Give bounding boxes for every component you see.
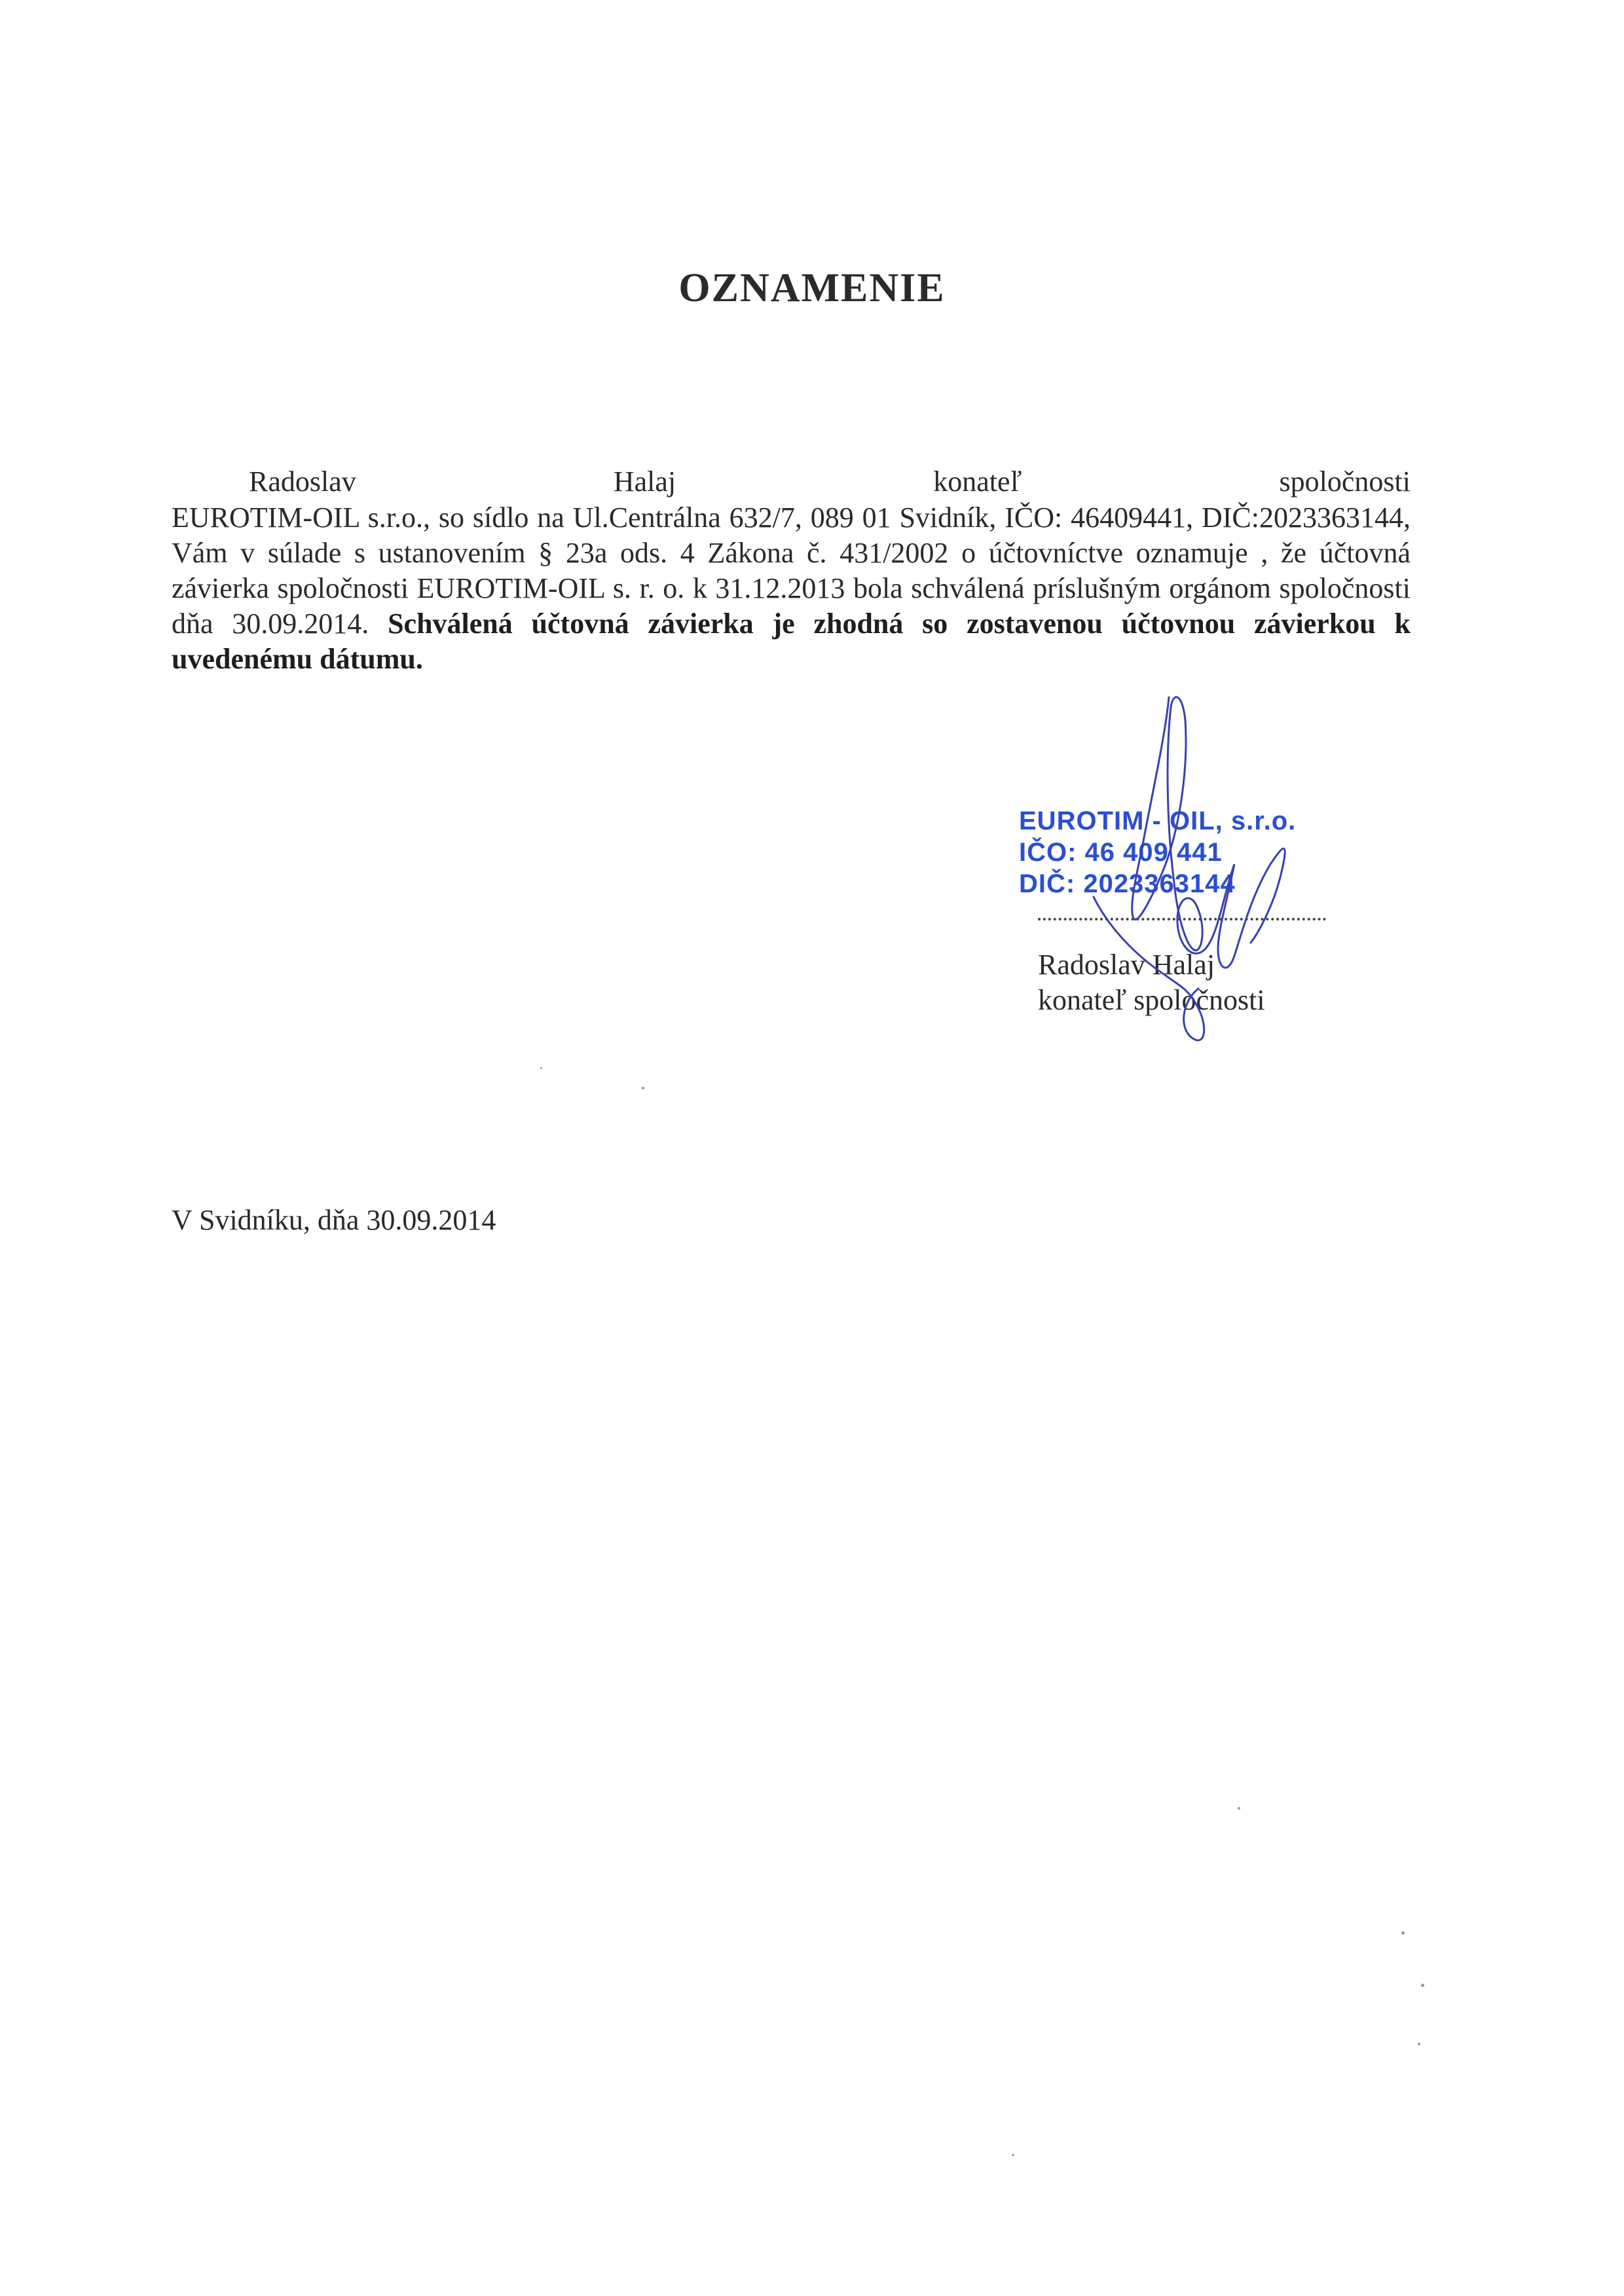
- intro-word-first-name: Radoslav: [249, 465, 356, 498]
- signatory-name: Radoslav Halaj: [1038, 949, 1215, 981]
- body-text: EUROTIM-OIL s.r.o., so sídlo na Ul.Centrálna 632/7, 089 01 Svidník, IČO: 46409441, DIČ:2023363144, Vám v súlade s ustanovením § 23a ods. 4 Zákona č. 431/2002 o účtovníctve oznamuje , že účtovná závierka spoločnosti EUROTIM-OIL s. r. o. k 31.12.2013 bola schválená príslušným orgánom spoločnosti dňa 30.09.2014.: [172, 501, 1411, 640]
- scan-speck: [1421, 1984, 1424, 1987]
- stamp-company-name: EUROTIM - OIL, s.r.o.: [1019, 807, 1297, 835]
- body-paragraph: [172, 500, 1411, 677]
- document-title: OZNAMENIE: [678, 266, 946, 310]
- body-bold-text: Schválená účtovná závierka je zhodná so zostavenou účtovnou závierkou k uvedenému dátumu.: [172, 608, 1411, 675]
- stamp-dic: DIČ: 2023363144: [1019, 869, 1236, 898]
- scan-speck: [1238, 1807, 1240, 1810]
- intro-word-surname: Halaj: [613, 465, 676, 498]
- scan-speck: [1401, 1931, 1405, 1935]
- place-and-date: V Svidníku, dňa 30.09.2014: [172, 1204, 496, 1236]
- intro-line: [172, 465, 1411, 498]
- scan-speck: [540, 1067, 542, 1069]
- intro-word-role: konateľ: [933, 465, 1022, 498]
- handwritten-signature: [1002, 681, 1369, 1048]
- intro-word-company: spoločnosti: [1279, 465, 1411, 498]
- scan-speck: [1012, 2154, 1014, 2156]
- scan-speck: [642, 1087, 644, 1089]
- stamp-ico: IČO: 46 409 441: [1019, 838, 1223, 867]
- signatory-role: konateľ spoločnosti: [1038, 984, 1265, 1016]
- scan-speck: [1418, 2043, 1420, 2045]
